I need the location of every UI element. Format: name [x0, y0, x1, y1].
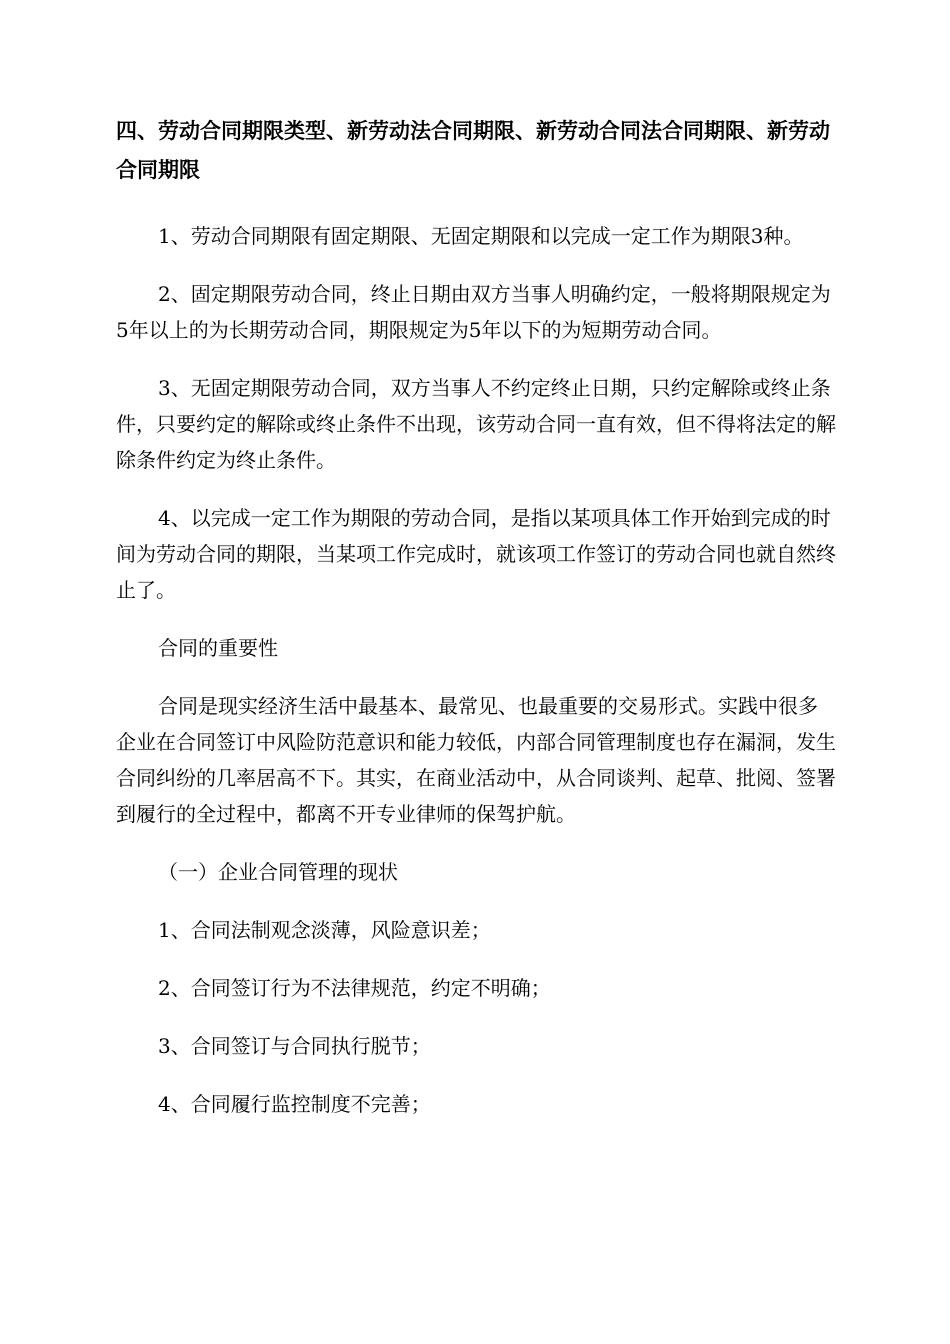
subheading-importance: 合同的重要性	[158, 636, 278, 660]
list-item: 3、合同签订与合同执行脱节；	[158, 1034, 431, 1058]
paragraph-importance: 合同是现实经济生活中最基本、最常见、也最重要的交易形式。实践中很多企业在合同签订中风险防范意识和能力较低，内部合同管理制度也存在漏洞，发生合同纠纷的几率居高不下。其实，在商业活动中，从合同谈判、起草、批阅、签署到履行的全过程中，都离不开专业律师的保驾护航。	[116, 694, 836, 826]
subheading-status: （一）企业合同管理的现状	[158, 860, 398, 884]
paragraph-contract-types: 1、劳动合同期限有固定期限、无固定期限和以完成一定工作为期限3种。	[158, 224, 804, 248]
paragraph-fixed-term: 2、固定期限劳动合同，终止日期由双方当事人明确约定，一般将期限规定为5年以上的为长期劳动合同，期限规定为5年以下的为短期劳动合同。	[116, 282, 831, 342]
list-item: 1、合同法制观念淡薄，风险意识差；	[158, 918, 491, 942]
list-item: 2、合同签订行为不法律规范，约定不明确；	[158, 976, 551, 1000]
list-item: 4、合同履行监控制度不完善；	[158, 1092, 431, 1116]
section-heading: 四、劳动合同期限类型、新劳动法合同期限、新劳动合同法合同期限、新劳动合同期限	[116, 119, 830, 182]
paragraph-task-term: 4、以完成一定工作为期限的劳动合同，是指以某项具体工作开始到完成的时间为劳动合同的期限，当某项工作完成时，就该项工作签订的劳动合同也就自然终止了。	[116, 506, 836, 602]
paragraph-open-term: 3、无固定期限劳动合同，双方当事人不约定终止日期，只约定解除或终止条件，只要约定的解除或终止条件不出现，该劳动合同一直有效，但不得将法定的解除条件约定为终止条件。	[116, 376, 836, 472]
